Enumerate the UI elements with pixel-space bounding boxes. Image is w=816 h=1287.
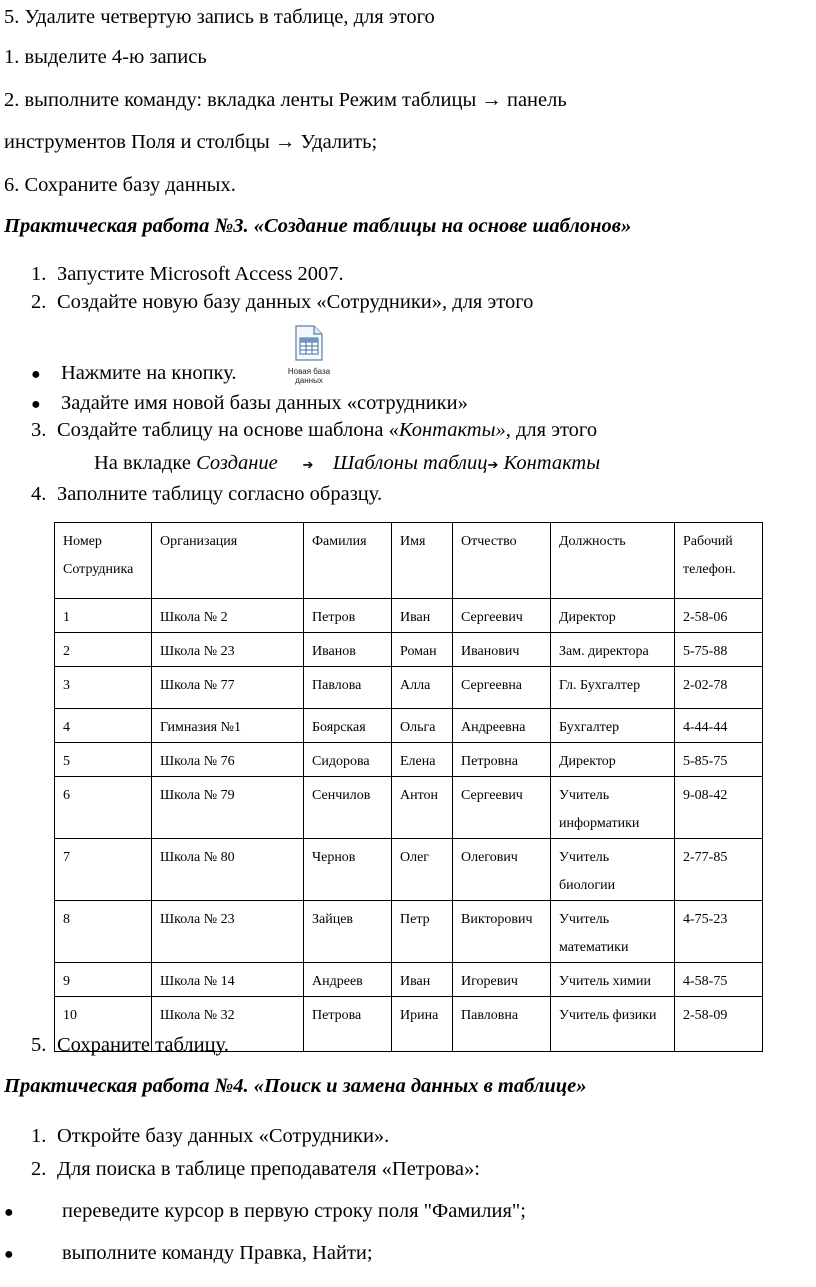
employees-table: [54, 522, 763, 1052]
database-file-icon: [284, 324, 334, 362]
list3-item-5: 5. Сохраните таблицу.: [31, 1034, 229, 1056]
table-row: [55, 667, 763, 709]
table-header-cell: Организация: [152, 523, 304, 599]
step-6: 6. Сохраните базу данных.: [4, 174, 236, 196]
table-cell: Петр: [392, 901, 453, 963]
table-row: [55, 777, 763, 839]
table-header-cell: Имя: [392, 523, 453, 599]
table-cell: 2: [55, 633, 152, 667]
table-cell: 8: [55, 901, 152, 963]
table-cell: Иванович: [453, 633, 551, 667]
navigation-path: На вкладке Создание ➔ Шаблоны таблиц➔ Контакты: [94, 452, 601, 474]
table-cell: Павлова: [304, 667, 392, 709]
table-cell: 6: [55, 777, 152, 839]
arrow-right-icon: ➔: [487, 457, 499, 472]
table-cell: Школа № 2: [152, 599, 304, 633]
table-cell: Сергеевич: [453, 599, 551, 633]
table-cell: Сенчилов: [304, 777, 392, 839]
table-cell: Школа № 32: [152, 997, 304, 1052]
table-cell: Олег: [392, 839, 453, 901]
table-cell: Алла: [392, 667, 453, 709]
table-row: [55, 963, 763, 997]
table-cell: Школа № 14: [152, 963, 304, 997]
table-cell: Зайцев: [304, 901, 392, 963]
new-database-button[interactable]: [284, 324, 334, 384]
table-header-row: [55, 523, 763, 599]
table-cell: Сидорова: [304, 743, 392, 777]
table-cell: Учитель информатики: [551, 777, 675, 839]
list4-item-2: 2. Для поиска в таблице преподавателя «Петрова»:: [31, 1158, 480, 1180]
table-cell: Ольга: [392, 709, 453, 743]
list4-bullet-1: ● переведите курсор в первую строку поля "Фамилия";: [4, 1200, 526, 1222]
list4-item-1: 1. Откройте базу данных «Сотрудники».: [31, 1125, 390, 1147]
bullet-icon: ●: [31, 396, 41, 413]
table-header-cell: Номер Сотрудника: [55, 523, 152, 599]
table-cell: 2-02-78: [675, 667, 763, 709]
table-cell: 2-77-85: [675, 839, 763, 901]
bullet-icon: ●: [4, 1246, 14, 1263]
table-row: [55, 709, 763, 743]
table-row: [55, 743, 763, 777]
table-cell: Петров: [304, 599, 392, 633]
table-cell: 2-58-06: [675, 599, 763, 633]
table-header-cell: Рабочий телефон.: [675, 523, 763, 599]
table-cell: Школа № 80: [152, 839, 304, 901]
bullet-icon: ●: [4, 1204, 14, 1221]
table-header-cell: Должность: [551, 523, 675, 599]
table-cell: 9-08-42: [675, 777, 763, 839]
table-cell: Иван: [392, 963, 453, 997]
table-cell: Сергеевна: [453, 667, 551, 709]
table-cell: Павловна: [453, 997, 551, 1052]
list3-item-4: 4. Заполните таблицу согласно образцу.: [31, 483, 383, 505]
table-cell: Директор: [551, 743, 675, 777]
table-header-cell: Отчество: [453, 523, 551, 599]
table-cell: 9: [55, 963, 152, 997]
table-header-cell: Фамилия: [304, 523, 392, 599]
arrow-right-icon: ➔: [302, 457, 314, 472]
new-database-caption-1: Новая база: [287, 367, 331, 376]
table-cell: Петровна: [453, 743, 551, 777]
list3-bullet-1: ● Нажмите на кнопку.: [31, 362, 237, 384]
table-cell: 5-75-88: [675, 633, 763, 667]
table-cell: Андреевна: [453, 709, 551, 743]
list3-item-2: 2. Создайте новую базу данных «Сотрудники», для этого: [31, 291, 534, 313]
table-cell: Школа № 79: [152, 777, 304, 839]
table-cell: Ирина: [392, 997, 453, 1052]
list4-bullet-2: ● выполните команду Правка, Найти;: [4, 1242, 373, 1264]
table-row: [55, 633, 763, 667]
table-cell: 2-58-09: [675, 997, 763, 1052]
table-cell: Петрова: [304, 997, 392, 1052]
table-cell: Школа № 23: [152, 633, 304, 667]
table-cell: 4-75-23: [675, 901, 763, 963]
table-cell: Гл. Бухгалтер: [551, 667, 675, 709]
table-cell: Бухгалтер: [551, 709, 675, 743]
table-row: [55, 599, 763, 633]
table-cell: Иванов: [304, 633, 392, 667]
table-cell: Викторович: [453, 901, 551, 963]
heading-practical-4: Практическая работа №4. «Поиск и замена данных в таблице»: [4, 1075, 587, 1097]
table-cell: Чернов: [304, 839, 392, 901]
table-cell: Школа № 76: [152, 743, 304, 777]
table-cell: 3: [55, 667, 152, 709]
table-cell: 4: [55, 709, 152, 743]
table-row: [55, 901, 763, 963]
table-cell: 10: [55, 997, 152, 1052]
table-cell: Боярская: [304, 709, 392, 743]
substep-2-line-2: инструментов Поля и столбцы → Удалить;: [4, 131, 378, 153]
table-cell: Иван: [392, 599, 453, 633]
table-row: [55, 839, 763, 901]
table-cell: Учитель химии: [551, 963, 675, 997]
step-5: 5. Удалите четвертую запись в таблице, для этого: [4, 6, 435, 28]
new-database-caption-2: данных: [295, 376, 323, 385]
table-cell: Андреев: [304, 963, 392, 997]
table-cell: Сергеевич: [453, 777, 551, 839]
table-cell: 4-44-44: [675, 709, 763, 743]
table-cell: 5: [55, 743, 152, 777]
table-cell: Зам. директора: [551, 633, 675, 667]
table-cell: 7: [55, 839, 152, 901]
table-cell: 4-58-75: [675, 963, 763, 997]
table-cell: Роман: [392, 633, 453, 667]
table-cell: Елена: [392, 743, 453, 777]
table-cell: Игоревич: [453, 963, 551, 997]
list3-item-1: 1. Запустите Microsoft Access 2007.: [31, 263, 344, 285]
table-cell: Учитель биологии: [551, 839, 675, 901]
list3-bullet-2: ● Задайте имя новой базы данных «сотрудники»: [31, 392, 468, 414]
table-cell: Учитель математики: [551, 901, 675, 963]
substep-1: 1. выделите 4-ю запись: [4, 46, 207, 68]
table-cell: Гимназия №1: [152, 709, 304, 743]
table-cell: Школа № 77: [152, 667, 304, 709]
table-cell: Школа № 23: [152, 901, 304, 963]
table-cell: 5-85-75: [675, 743, 763, 777]
table-cell: Олегович: [453, 839, 551, 901]
table-cell: Учитель физики: [551, 997, 675, 1052]
heading-practical-3: Практическая работа №3. «Создание таблицы на основе шаблонов»: [4, 215, 632, 237]
table-cell: Директор: [551, 599, 675, 633]
table-cell: 1: [55, 599, 152, 633]
bullet-icon: ●: [31, 366, 41, 383]
list3-item-3: 3. Создайте таблицу на основе шаблона «Контакты», для этого: [31, 419, 598, 441]
table-cell: Антон: [392, 777, 453, 839]
substep-2-line-1: 2. выполните команду: вкладка ленты Режим таблицы → панель: [4, 89, 567, 111]
